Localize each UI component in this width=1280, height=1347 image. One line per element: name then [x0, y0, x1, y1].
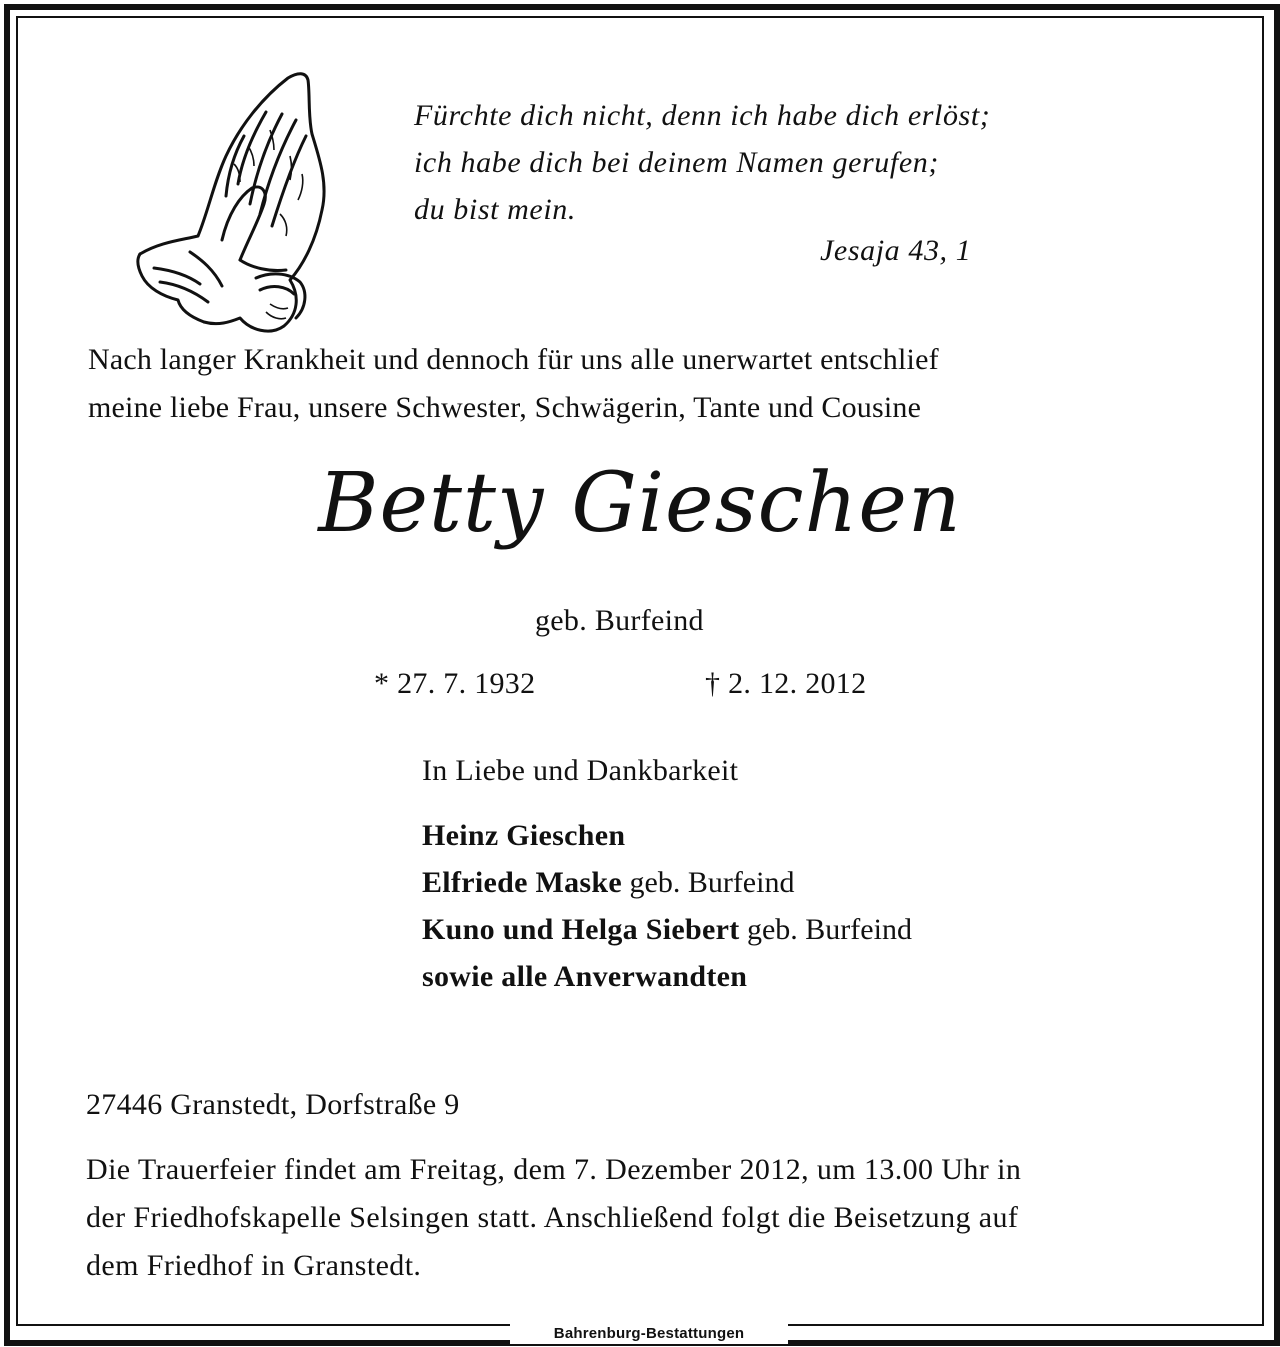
- verse-line: ich habe dich bei deinem Namen gerufen;: [414, 146, 939, 179]
- verse-line: Fürchte dich nicht, denn ich habe dich erlöst;: [414, 99, 991, 132]
- ceremony-line: der Friedhofskapelle Selsingen statt. Anschließend folgt die Beisetzung auf: [86, 1201, 1019, 1234]
- verse-reference: Jesaja 43, 1: [820, 234, 972, 267]
- mourner-suffix: geb. Burfeind: [622, 866, 795, 899]
- deceased-name: Betty Gieschen: [318, 456, 962, 551]
- intro-line: Nach langer Krankheit und dennoch für uns alle unerwartet entschlief: [88, 343, 939, 376]
- mourner-entry: [422, 812, 912, 859]
- mourners-list: [422, 812, 912, 1000]
- mourners-intro: In Liebe und Dankbarkeit: [422, 754, 739, 787]
- maiden-name: geb. Burfeind: [535, 604, 704, 637]
- mourner-name: Heinz Gieschen: [422, 819, 626, 852]
- mourner-entry: [422, 953, 912, 1000]
- ceremony-line: dem Friedhof in Granstedt.: [86, 1249, 422, 1282]
- mourner-name: Kuno und Helga Siebert: [422, 913, 740, 946]
- mourner-entry: [422, 906, 912, 953]
- mourner-suffix: geb. Burfeind: [739, 913, 912, 946]
- family-address: 27446 Granstedt, Dorfstraße 9: [86, 1088, 460, 1121]
- ceremony-info: [86, 1146, 1166, 1290]
- ceremony-line: Die Trauerfeier findet am Freitag, dem 7. Dezember 2012, um 13.00 Uhr in: [86, 1153, 1022, 1186]
- mourner-entry: [422, 859, 912, 906]
- birth-date: * 27. 7. 1932: [374, 667, 536, 700]
- death-date: † 2. 12. 2012: [705, 667, 867, 700]
- mourner-name: sowie alle Anverwandten: [422, 960, 748, 993]
- verse-line: du bist mein.: [414, 193, 576, 226]
- mourner-name: Elfriede Maske: [422, 866, 622, 899]
- bible-verse: [414, 92, 990, 233]
- funeral-home-label: Bahrenburg-Bestattungen: [553, 1325, 745, 1342]
- praying-hands-icon: [130, 64, 340, 334]
- intro-line: meine liebe Frau, unsere Schwester, Schwägerin, Tante und Cousine: [88, 391, 922, 424]
- announcement-intro: [88, 336, 939, 432]
